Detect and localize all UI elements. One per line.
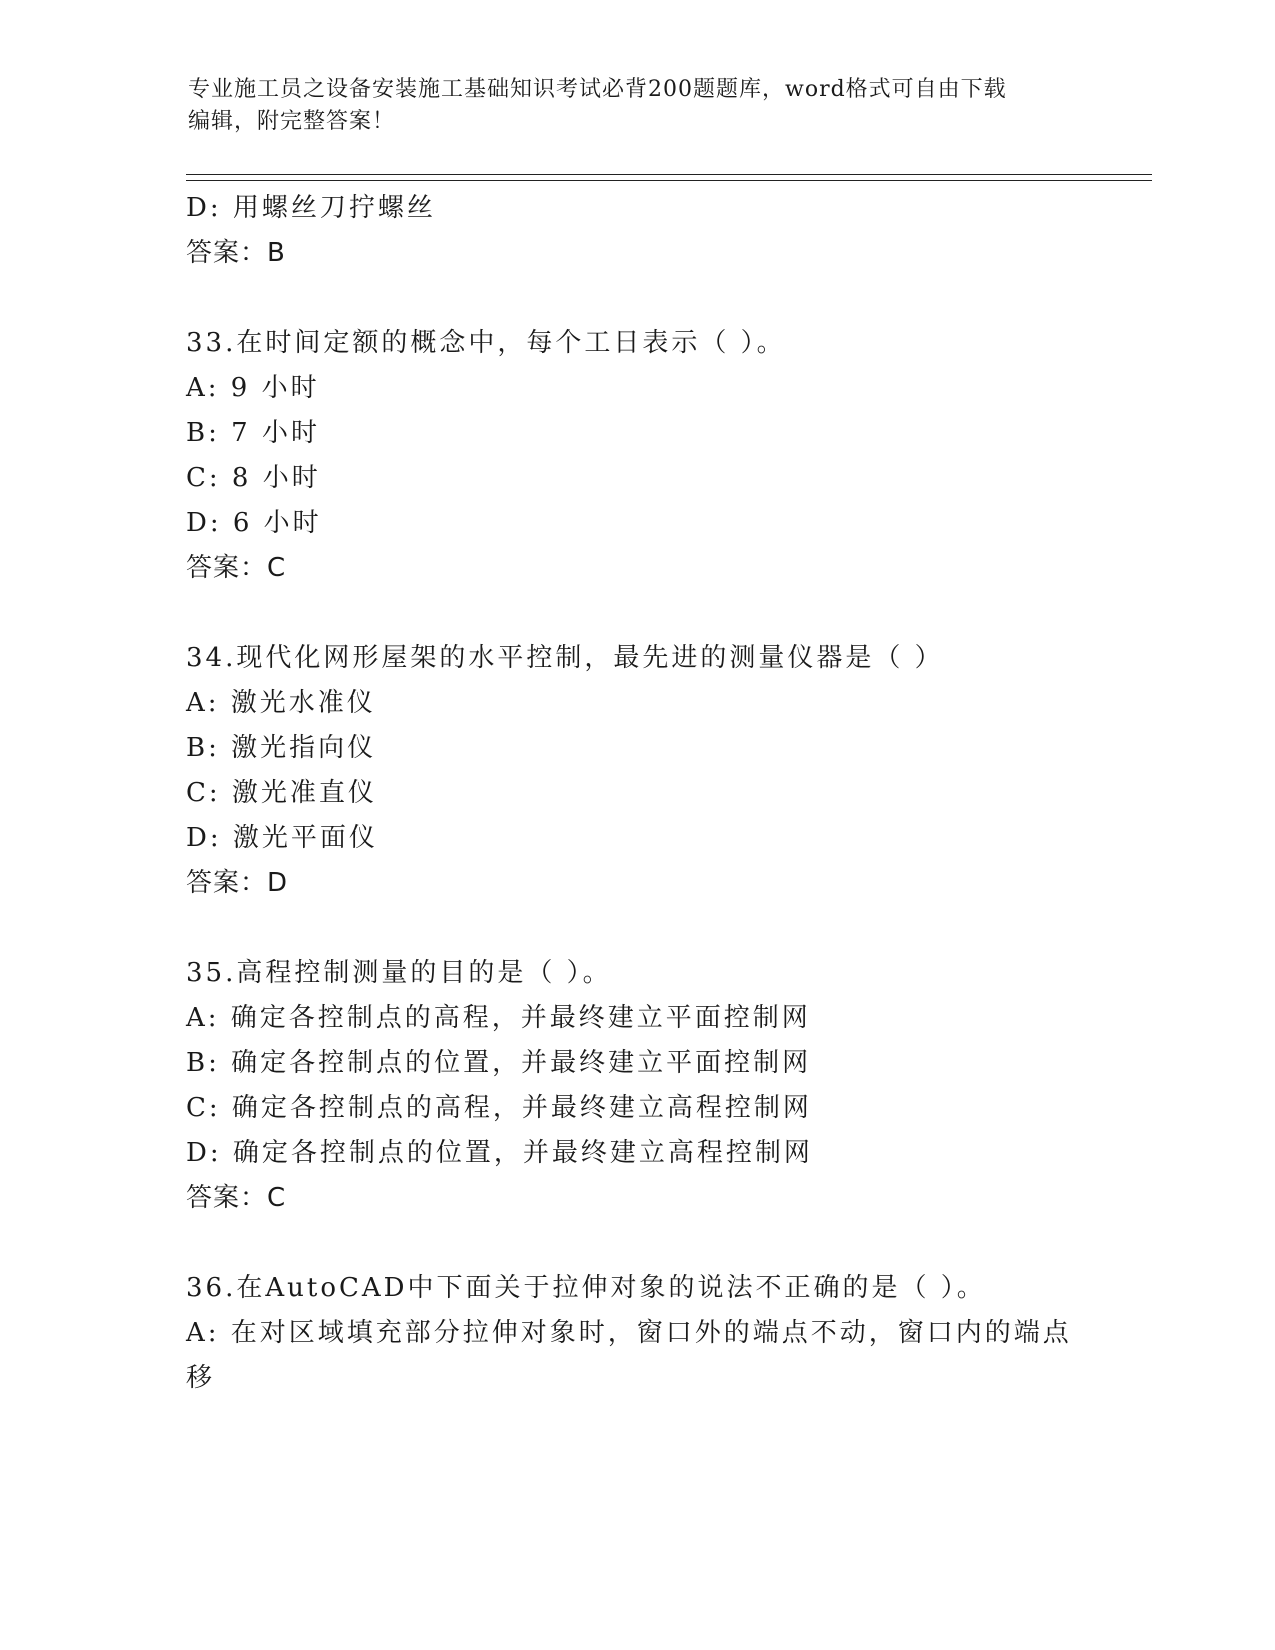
document-body [186,186,1086,1401]
question-text: 34.现代化网形屋架的水平控制，最先进的测量仪器是（ ） [186,643,944,673]
question-text: 35.高程控制测量的目的是（ ）。 [186,958,612,988]
option-d: D: 确定各控制点的位置，并最终建立高程控制网 [186,1138,813,1168]
question-35 [186,951,1086,1221]
option-c: C: 确定各控制点的高程，并最终建立高程控制网 [186,1093,812,1123]
option-c: C: 激光准直仪 [186,778,377,808]
header-line-2: 编辑，附完整答案！ [188,109,396,134]
option-a: A: 在对区域填充部分拉伸对象时，窗口外的端点不动，窗口内的端点 [186,1318,1072,1348]
option-d: D: 激光平面仪 [186,823,378,853]
option-a: A: 激光水准仪 [186,688,376,718]
option-b: B: 7 小时 [186,418,320,448]
option-b: B: 确定各控制点的位置，并最终建立平面控制网 [186,1048,812,1078]
option-a: A: 9 小时 [186,373,320,403]
option-a-continued: 移 [186,1363,216,1393]
option-d: D: 6 小时 [186,508,322,538]
question-36 [186,1266,1086,1401]
option-a: A: 确定各控制点的高程，并最终建立平面控制网 [186,1003,811,1033]
answer-line: 答案：C [186,553,287,583]
header-line-1: 专业施工员之设备安装施工基础知识考试必背200题题库，word格式可自由下载 [188,77,1007,102]
answer-line: 答案：C [186,1183,287,1213]
previous-question-tail [186,186,1086,276]
question-text: 33.在时间定额的概念中，每个工日表示（ ）。 [186,328,786,358]
page-header [188,74,1068,138]
option-b: B: 激光指向仪 [186,733,377,763]
header-divider-bottom [186,180,1152,181]
question-34 [186,636,1086,906]
question-33 [186,321,1086,591]
answer-line: 答案：B [186,238,286,268]
answer-line: 答案：D [186,868,289,898]
header-divider-top [186,174,1152,175]
question-text: 36.在AutoCAD中下面关于拉伸对象的说法不正确的是（ ）。 [186,1273,986,1303]
option-c: C: 8 小时 [186,463,321,493]
option-d: D: 用螺丝刀拧螺丝 [186,193,436,223]
